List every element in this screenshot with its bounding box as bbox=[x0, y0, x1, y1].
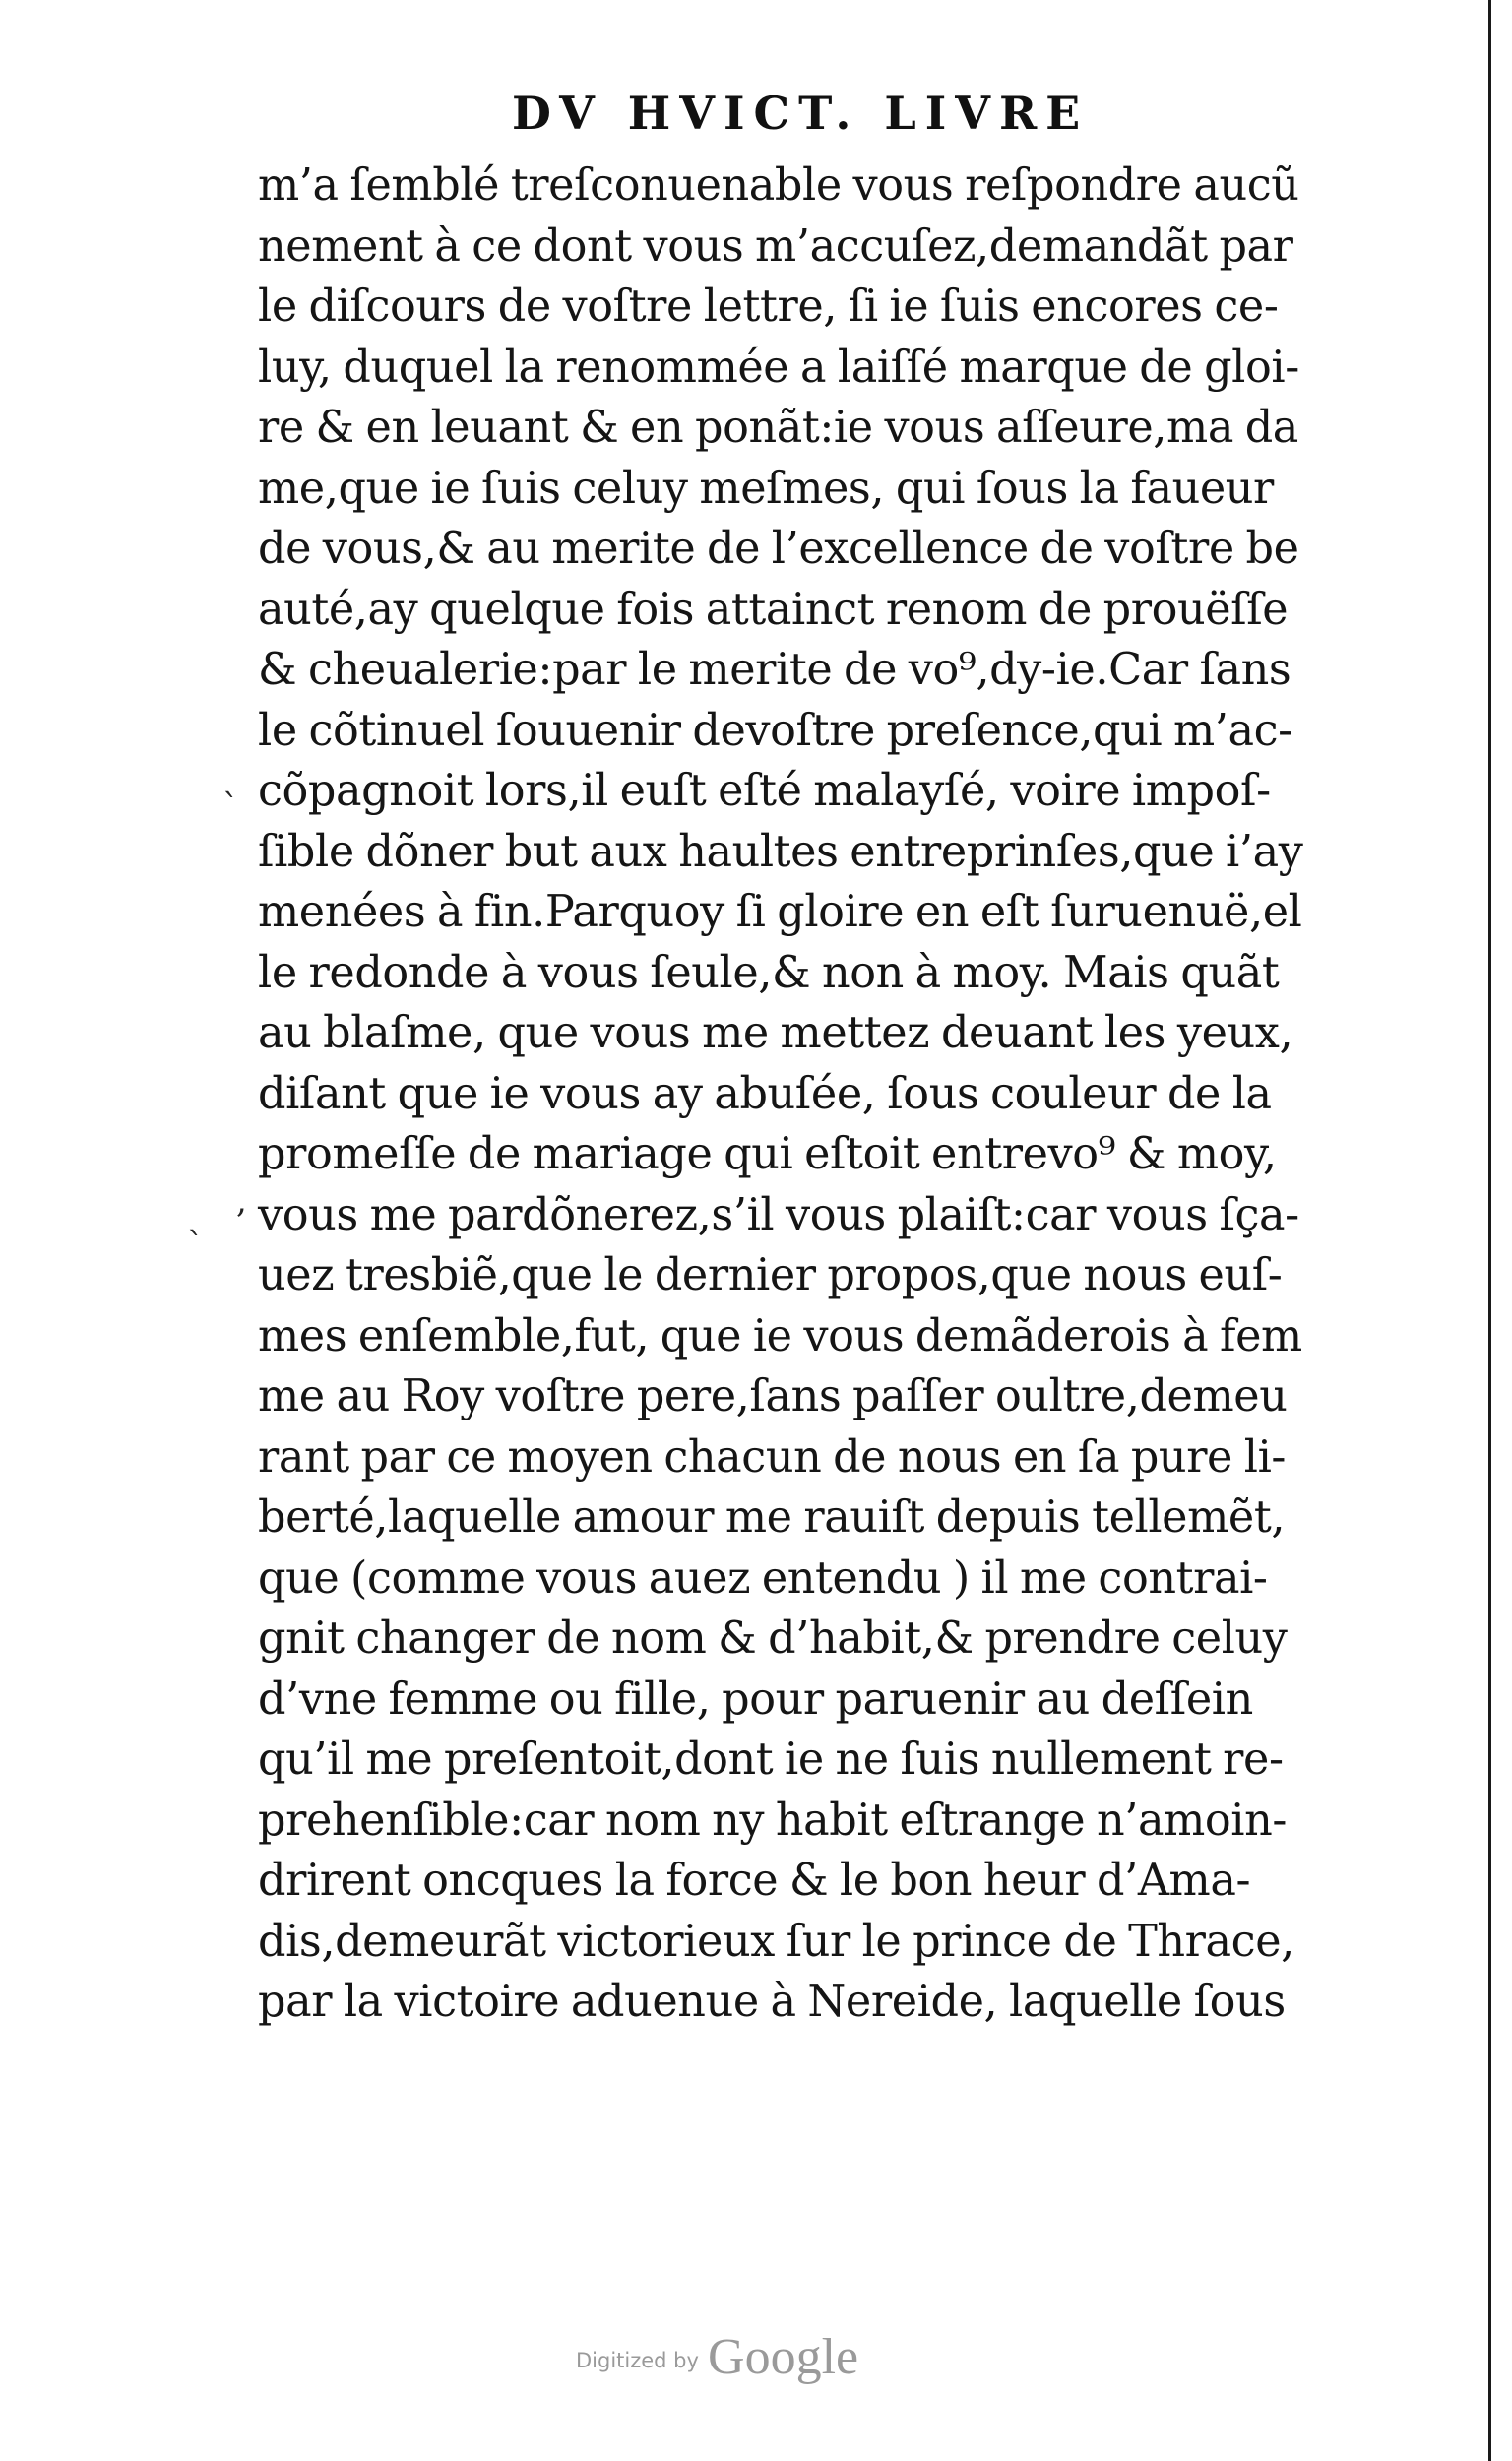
text-line: drirent oncques la force & le bon heur d’Ama- bbox=[258, 1856, 1251, 1906]
text-line: d’vne femme ou fille, pour paruenir au deſſein bbox=[258, 1673, 1253, 1725]
text-line: diſant que ie vous ay abuſée, ſous couleur de la bbox=[258, 1068, 1272, 1119]
text-line: me au Roy voſtre pere,ſans paſſer oultre,demeu bbox=[258, 1371, 1288, 1421]
text-line: mes enſemble,fut, que ie vous demãderois à fem bbox=[258, 1310, 1302, 1361]
text-line: me,que ie ſuis celuy meſmes, qui ſous la faueur bbox=[258, 463, 1274, 514]
text-line: nement à ce dont vous m’accuſez,demandãt par bbox=[258, 221, 1293, 272]
running-head: DV HVICT. LIVRE bbox=[512, 87, 1090, 140]
text-line: re & en leuant & en ponãt:ie vous aſſeure,ma da bbox=[258, 403, 1298, 453]
text-line: gnit changer de nom & d’habit,& prendre celuy bbox=[258, 1613, 1288, 1664]
margin-mark: , bbox=[236, 1181, 247, 1221]
body-text bbox=[258, 156, 1370, 2033]
margin-mark: ` bbox=[187, 1226, 204, 1265]
watermark-prefix: Digitized by bbox=[576, 2349, 699, 2372]
text-line: que (comme vous auez entendu ) il me contrai- bbox=[258, 1552, 1268, 1604]
text-line: qu’il me preſentoit,dont ie ne ſuis nullement re- bbox=[258, 1735, 1284, 1785]
text-line: dis,demeurãt victorieux ſur le prince de Thrace, bbox=[258, 1916, 1294, 1967]
text-line: ſible dõner but aux haultes entreprinſes,que i’ay bbox=[258, 826, 1303, 877]
page-edge-rule bbox=[1488, 0, 1491, 2461]
google-logo: Google bbox=[708, 2329, 859, 2385]
digitized-watermark bbox=[576, 2328, 858, 2386]
text-line: uez tresbiẽ,que le dernier propos,que nous euſ- bbox=[258, 1250, 1283, 1300]
text-line: par la victoire aduenue à Nereide, laquelle ſous bbox=[258, 1977, 1286, 2027]
text-line: cõpagnoit lors,il euſt eſté malayſé, voire impoſ- bbox=[258, 766, 1271, 816]
text-line: prehenſible:car nom ny habit eſtrange n’amoin- bbox=[258, 1795, 1288, 1846]
text-line: le redonde à vous ſeule,& non à moy. Mais quãt bbox=[258, 947, 1280, 998]
text-line: au blaſme, que vous me mettez deuant les yeux, bbox=[258, 1008, 1293, 1058]
text-line: menées à fin.Parquoy ſi gloire en eſt ſuruenuë,el bbox=[258, 887, 1302, 937]
text-line: & cheualerie:par le merite de vo⁹,dy-ie.Car ſans bbox=[258, 645, 1292, 695]
text-line: auté,ay quelque fois attainct renom de prouëſſe bbox=[258, 584, 1289, 635]
margin-mark: ` bbox=[222, 788, 239, 827]
text-line: promeſſe de mariage qui eſtoit entrevo⁹ & moy, bbox=[258, 1129, 1277, 1179]
text-line: le cõtinuel ſouuenir devoſtre preſence,qui m’ac- bbox=[258, 705, 1292, 756]
text-line: vous me pardõnerez,s’il vous plaiſt:car vous ſça- bbox=[258, 1189, 1299, 1240]
text-line: luy, duquel la renommée a laiſſé marque de gloi- bbox=[258, 342, 1299, 393]
text-line: m’a ſemblé treſconuenable vous reſpondre aucũ bbox=[258, 160, 1299, 211]
text-line: le diſcours de voſtre lettre, ſi ie ſuis encores ce- bbox=[258, 282, 1279, 332]
text-line: rant par ce moyen chacun de nous en ſa pure li- bbox=[258, 1431, 1287, 1483]
text-line: de vous,& au merite de l’excellence de voſtre be bbox=[258, 524, 1299, 574]
text-line: berté,laquelle amour me rauiſt depuis tellemẽt, bbox=[258, 1492, 1286, 1543]
